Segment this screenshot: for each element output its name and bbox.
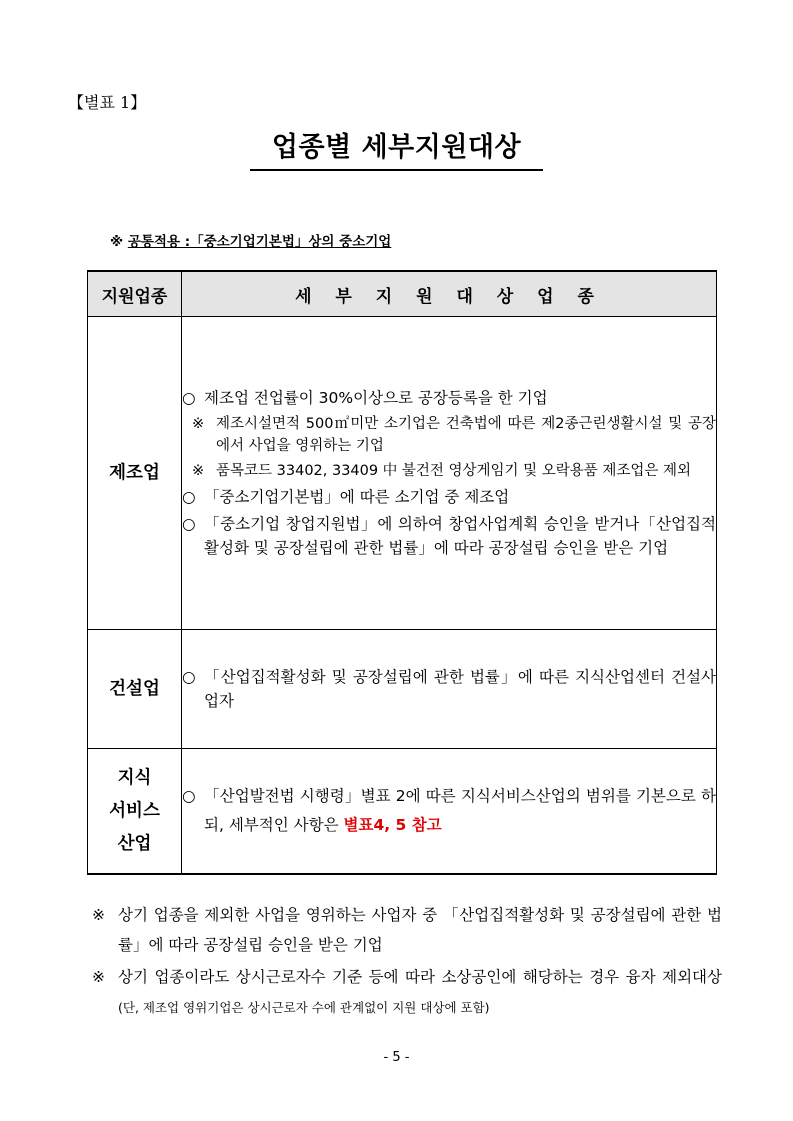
table-row-knowledge-service: [88, 749, 717, 875]
item-body-text: 「산업발전법 시행령」별표 2에 따른 지식서비스산업의 범위를 기본으로 하되, 세부적인 사항은: [204, 787, 716, 834]
detail-manufacturing: [182, 317, 717, 630]
item-text: 「중소기업기본법」에 따른 소기업 중 제조업: [204, 488, 510, 506]
list-note: [192, 413, 716, 457]
circle-marker: ○: [182, 488, 196, 506]
category-line: 산업: [117, 833, 152, 854]
header-industry: 지원업종: [88, 271, 182, 317]
note-text: 품목코드 33402, 33409 中 불건전 영상게임기 및 오락용품 제조업은 제외: [216, 463, 692, 479]
title-area: [0, 125, 793, 171]
category-line: 서비스: [109, 800, 160, 821]
category-line: 지식: [117, 767, 152, 788]
footnote-text: 상기 업종을 제외한 사업을 영위하는 사업자 중 「산업집적활성화 및 공장설립에 관한 법률」에 따라 공장설립 승인을 받은 기업: [118, 906, 722, 954]
table-header-row: [88, 271, 717, 317]
item-text: 제조업 전업률이 30%이상으로 공장등록을 한 기업: [204, 389, 548, 407]
header-detail-target: 세 부 지 원 대 상 업 종: [182, 271, 717, 317]
note-text: 제조시설면적 500㎡미만 소기업은 건축법에 따른 제2종근린생활시설 및 공장에서 사업을 영위하는 기업: [216, 416, 716, 454]
circle-marker: ○: [182, 787, 196, 805]
item-text: 「중소기업 창업지원법」에 의하여 창업사업계획 승인을 받거나「산업집적활성화 및 공장설립에 관한 법률」에 따라 공장설립 승인을 받은 기업: [204, 515, 716, 557]
category-knowledge-service: [88, 749, 182, 875]
footnote-1: [92, 900, 722, 960]
category-construction: 건설업: [88, 630, 182, 749]
annex-label: 【별표 1】: [68, 93, 147, 112]
page-title: 업종별 세부지원대상: [250, 125, 543, 171]
item-text: [204, 782, 716, 840]
circle-marker: ○: [182, 389, 196, 407]
reference-marker: ※: [92, 968, 105, 986]
reference-marker: ※: [192, 416, 205, 432]
item-text: 「산업집적활성화 및 공장설립에 관한 법률」에 따른 지식산업센터 건설사업자: [204, 668, 716, 710]
circle-marker: ○: [182, 515, 196, 533]
list-item: [182, 512, 716, 560]
list-note: [192, 460, 716, 482]
common-note-label: 공통적용 :「중소기업기본법」상의 중소기업: [127, 234, 392, 250]
detail-knowledge-service: [182, 749, 717, 875]
detail-construction: [182, 630, 717, 749]
list-item: [182, 485, 716, 509]
list-item: [182, 782, 716, 840]
reference-marker: ※: [192, 463, 205, 479]
support-target-table: [87, 270, 717, 875]
table-row-construction: [88, 630, 717, 749]
page-number: - 5 -: [383, 1050, 410, 1065]
category-manufacturing: 제조업: [88, 317, 182, 630]
footnote-main-text: 상기 업종이라도 상시근로자수 기준 등에 따라 소상공인에 해당하는 경우 융자 제외대상: [118, 968, 722, 986]
common-note-marker: ※: [110, 234, 128, 250]
footnote-small-text: (단, 제조업 영위기업은 상시근로자 수에 관계없이 지원 대상에 포함): [118, 1000, 490, 1015]
list-item: [182, 665, 716, 713]
annex-reference-highlight: 별표4, 5 참고: [343, 816, 442, 834]
footnote-2: [92, 962, 722, 1023]
circle-marker: ○: [182, 668, 196, 686]
footnote-text: [118, 962, 722, 1023]
common-application-note: [110, 230, 391, 250]
table-row-manufacturing: [88, 317, 717, 630]
reference-marker: ※: [92, 906, 105, 924]
list-item: [182, 386, 716, 410]
